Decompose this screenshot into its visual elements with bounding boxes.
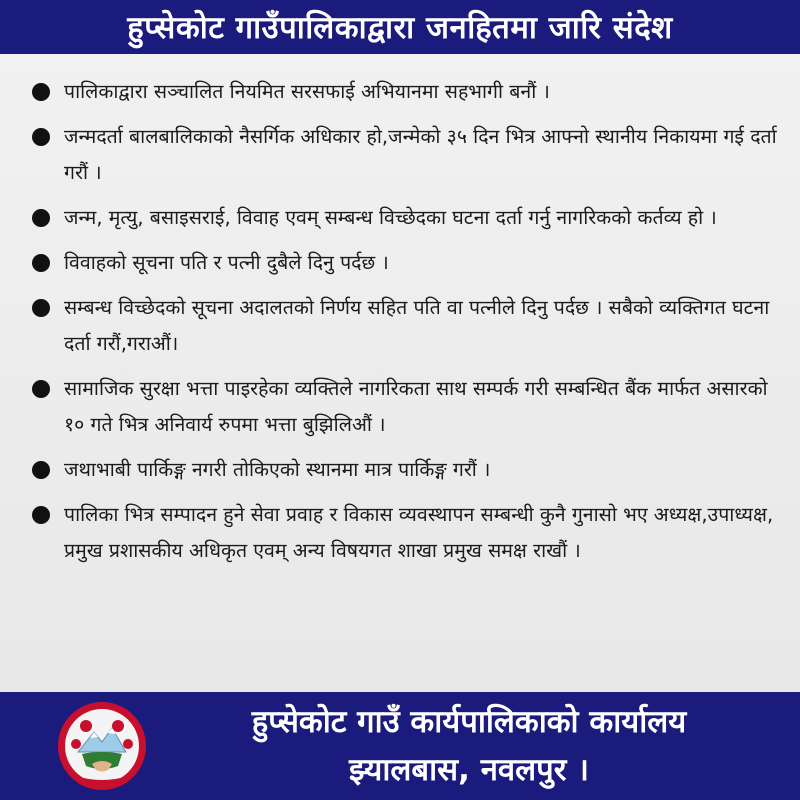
notice-text: सामाजिक सुरक्षा भत्ता पाइरहेका व्यक्तिले नागरिकता साथ सम्पर्क गरी सम्बन्धित बैंक मार्फत असारको १० गते भित्र अनिवार्य रुपमा भत्ता बुझिलिऔं । bbox=[64, 377, 768, 436]
bullet-icon bbox=[32, 83, 50, 101]
list-item bbox=[32, 119, 790, 191]
nepal-emblem-icon bbox=[56, 700, 148, 792]
list-item bbox=[32, 452, 790, 488]
notice-list bbox=[0, 54, 800, 569]
list-item bbox=[32, 200, 790, 236]
bullet-icon bbox=[32, 209, 50, 227]
notice-text: पालिका भित्र सम्पादन हुने सेवा प्रवाह र विकास व्यवस्थापन सम्बन्धी कुनै गुनासो भए अध्यक्ष,उपाध्यक्ष, प्रमुख प्रशासकीय अधिकृत एवम् अन्य विषयगत शाखा प्रमुख समक्ष राखौं । bbox=[64, 503, 774, 562]
header-banner bbox=[0, 0, 800, 54]
list-item bbox=[32, 371, 790, 443]
list-item bbox=[32, 245, 790, 281]
notice-text: जन्मदर्ता बालबालिकाको नैसर्गिक अधिकार हो,जन्मेको ३५ दिन भित्र आफ्नो स्थानीय निकायमा गई दर्ता गरौं । bbox=[64, 125, 777, 184]
bullet-icon bbox=[32, 461, 50, 479]
footer-banner bbox=[0, 692, 800, 800]
office-address: झ्यालबास, नवलपुर । bbox=[349, 752, 589, 788]
bullet-icon bbox=[32, 380, 50, 398]
bullet-icon bbox=[32, 299, 50, 317]
notice-text: सम्बन्ध विच्छेदको सूचना अदालतको निर्णय सहित पति वा पत्नीले दिनु पर्दछ । सबैको व्यक्तिगत घटना दर्ता गरौं,गराऔं। bbox=[64, 296, 770, 355]
list-item bbox=[32, 290, 790, 362]
page-title: हुप्सेकोट गाउँपालिकाद्वारा जनहितमा जारि संदेश bbox=[127, 10, 673, 46]
list-item bbox=[32, 497, 790, 569]
notice-text: पालिकाद्वारा सञ्चालित नियमित सरसफाई अभियानमा सहभागी बनौं । bbox=[64, 80, 550, 103]
list-item bbox=[32, 74, 790, 110]
notice-text: जन्म, मृत्यु, बसाइसराई, विवाह एवम् सम्बन्ध विच्छेदका घटना दर्ता गर्नु नागरिकको कर्तव्य हो । bbox=[64, 206, 717, 229]
notice-panel bbox=[0, 54, 800, 692]
notice-text: जथाभाबी पार्किङ्ग नगरी तोकिएको स्थानमा मात्र पार्किङ्ग गरौं । bbox=[64, 458, 491, 481]
bullet-icon bbox=[32, 506, 50, 524]
bullet-icon bbox=[32, 128, 50, 146]
notice-text: विवाहको सूचना पति र पत्नी दुबैले दिनु पर्दछ । bbox=[64, 251, 389, 274]
office-name: हुप्सेकोट गाउँ कार्यपालिकाको कार्यालय bbox=[251, 704, 687, 740]
bullet-icon bbox=[32, 254, 50, 272]
